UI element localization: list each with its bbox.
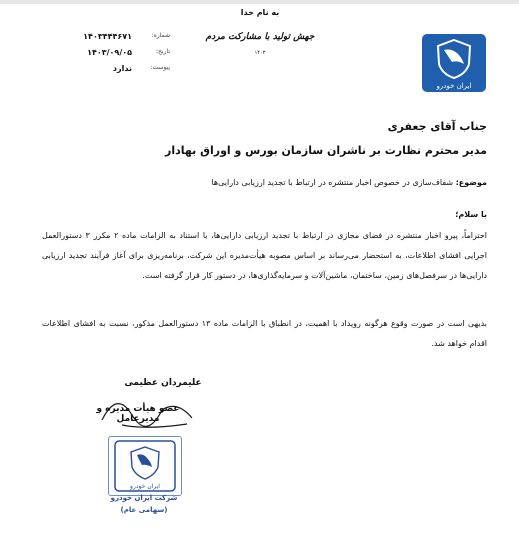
ikco-logo-icon [422, 34, 486, 92]
stamp-company-type: (سهامی عام) [120, 506, 168, 514]
date-label: تاریخ: [156, 48, 170, 55]
signatory-title: عضو هیأت مدیره و مدیرعامل [96, 404, 180, 424]
stamp-company-name: شرکت ایران خودرو [110, 494, 178, 502]
signatory-name: علیمردان عظیمی [124, 378, 202, 388]
motto: به نام خدا [240, 8, 280, 17]
top-rule [0, 0, 519, 4]
subject-text: شفاف‌سازی در خصوص اخبار منتشره در ارتباط با تجدید ارزیابی دارایی‌ها [211, 178, 454, 187]
slogan-year: ۱۴۰۳ [254, 50, 266, 56]
stamp-logo-text: ایران خودرو [130, 483, 160, 490]
subject-line [211, 178, 487, 187]
company-logo [422, 34, 486, 92]
subject-label: موضوع: [455, 178, 487, 187]
addressee: جناب آقای جعفری [387, 120, 487, 133]
date-value: ۱۴۰۳/۰۹/۰۵ [87, 48, 132, 57]
number-label: شماره: [151, 32, 170, 39]
meta-date [60, 48, 170, 60]
number-value: ۱۴۰۳۴۴۴۶۷۱ [83, 32, 132, 41]
stamp-logo-icon [109, 437, 181, 495]
addressee-position: مدیر محترم نظارت بر ناشران سازمان بورس و اوراق بهادار [165, 144, 487, 157]
logo-text: ایران خودرو [436, 82, 472, 90]
greeting: با سلام؛ [455, 210, 487, 219]
company-stamp [108, 436, 182, 496]
body-paragraph-2: بدیهی است در صورت وقوع هرگونه رویداد با اهمیت، در انطباق با الزامات ماده ۱۳ دستورالعمل مذکور، نسبت به افشای اطلاعات اقدام خواهد شد. [42, 319, 487, 348]
meta-number [60, 32, 170, 44]
attachment-label: پیوست: [150, 64, 170, 71]
meta-attachment [60, 64, 170, 76]
attachment-value: ندارد [112, 64, 132, 73]
slogan: جهش تولید با مشارکت مردم [205, 32, 315, 42]
body-paragraph-1: احتراماً، پیرو اخبار منتشره در فضای مجازی در ارتباط با تجدید ارزیابی دارایی‌ها، با استناد به الزامات ماده ۲ مکرر ۳ دستورالعمل اجرایی افشای اطلاعات، به استحضار می‌رساند بر اساس مصوبه هیأت‌مدیره این شرکت، برنامه‌ریزی برای آغاز فرآیند تجدید ارزیابی دارایی‌ها در سرفصل‌های زمین، ساختمان، ماشین‌آلات و سرمایه‌گذاری‌ها، در دستور کار قرار گرفته است. [42, 231, 487, 280]
